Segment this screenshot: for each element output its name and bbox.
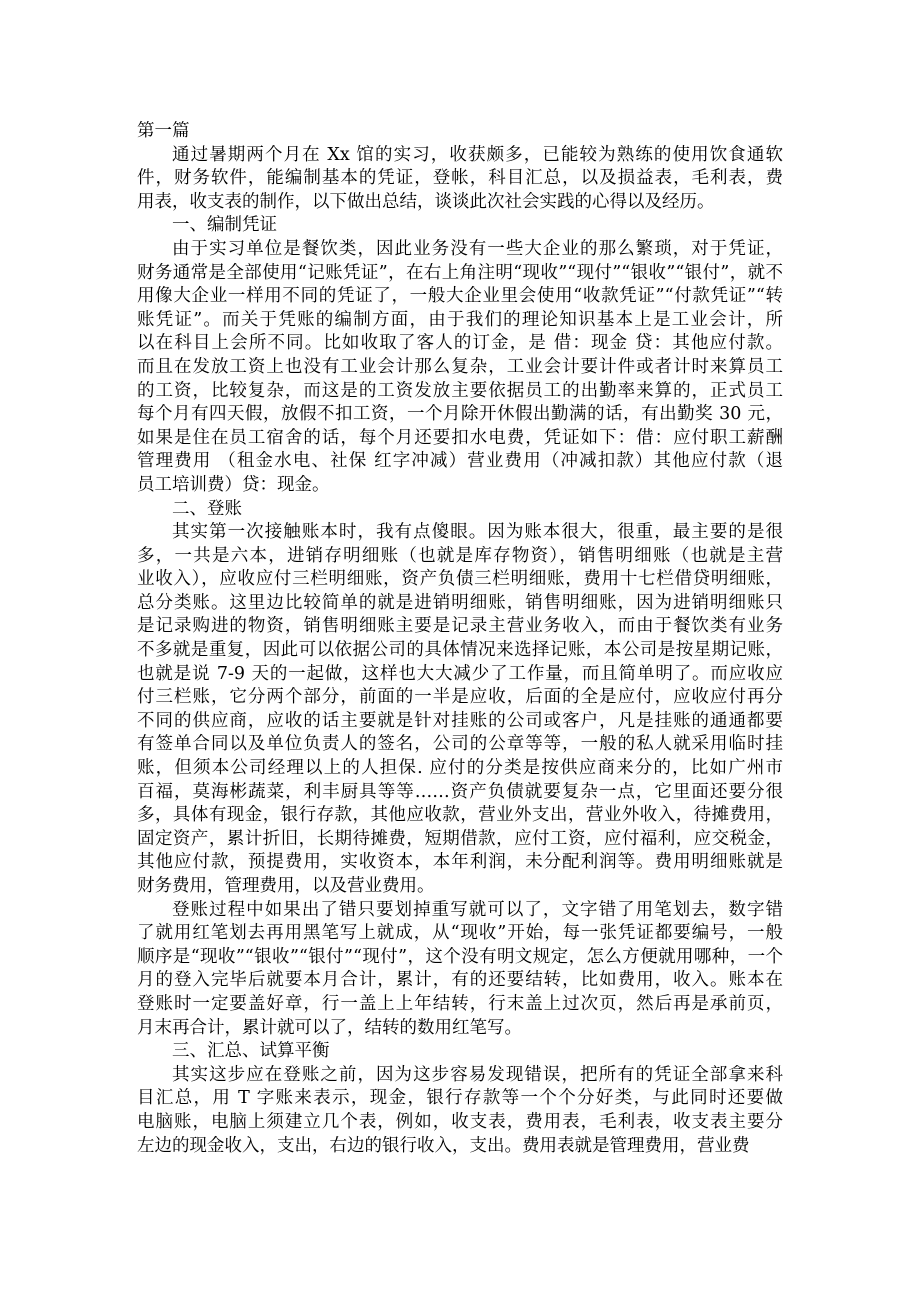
paragraph-line: 其实第一次接触账本时，我有点傻眼。因为账本很大，很重，最主要的是很 bbox=[172, 522, 783, 543]
paragraph-line: 付三栏账，它分两个部分，前面的一半是应收，后面的全是应付，应收应付再分 bbox=[137, 687, 783, 708]
paragraph-line: 登账过程中如果出了错只要划掉重写就可以了，文字错了用笔划去，数字错 bbox=[172, 899, 783, 920]
paragraph-line: 月的登入完毕后就要本月合计，累计，有的还要结转，比如费用，收入。账本在 bbox=[137, 970, 783, 991]
paragraph-line: 财务通常是全部使用“记账凭证”，在右上角注明“现收”“现付”“银收”“银付”，就不 bbox=[137, 262, 783, 283]
paragraph-line: 多，具体有现金，银行存款，其他应收款，营业外支出，营业外收入，待摊费用， bbox=[137, 805, 783, 826]
paragraph-line: 账，但须本公司经理以上的人担保. 应付的分类是按供应商来分的，比如广州市 bbox=[137, 758, 783, 779]
paragraph bbox=[137, 1064, 783, 1158]
paragraph-line: 用像大企业一样用不同的凭证了，一般大企业里会使用“收款凭证”“付款凭证”“转 bbox=[137, 286, 783, 307]
paragraph-line: 了就用红笔划去再用黑笔写上就成，从“现收”开始，每一张凭证都要编号，一般 bbox=[137, 923, 783, 944]
section-intro bbox=[137, 144, 783, 215]
paragraph-line: 月末再合计，累计就可以了，结转的数用红笔写。 bbox=[137, 1017, 522, 1038]
paragraph bbox=[137, 238, 783, 498]
paragraph-line: 账凭证”。而关于凭账的编制方面，由于我们的理论知识基本上是工业会计，所 bbox=[137, 309, 783, 330]
paragraph-line: 通过暑期两个月在 Xx 馆的实习，收获颇多，已能较为熟练的使用饮食通软 bbox=[172, 144, 783, 165]
section-s3 bbox=[137, 1040, 783, 1158]
paragraph-line: 登账时一定要盖好章，行一盖上上年结转，行末盖上过次页，然后再是承前页， bbox=[137, 993, 783, 1014]
paragraph-line: 如果是住在员工宿舍的话，每个月还要扣水电费，凭证如下：借：应付职工薪酬 bbox=[137, 427, 783, 448]
document-body bbox=[137, 144, 783, 1159]
paragraph-line: 左边的现金收入，支出，右边的银行收入，支出。费用表就是管理费用，营业费 bbox=[137, 1135, 750, 1156]
paragraph-line: 财务费用，管理费用，以及营业费用。 bbox=[137, 876, 435, 896]
paragraph-line: 其实这步应在登账之前，因为这步容易发现错误，把所有的凭证全部拿来科 bbox=[172, 1064, 783, 1085]
paragraph-line: 件，财务软件，能编制基本的凭证，登帐，科目汇总，以及损益表，毛利表，费 bbox=[137, 168, 783, 189]
paragraph bbox=[137, 144, 783, 215]
paragraph-line: 电脑账，电脑上须建立几个表，例如，收支表，费用表，毛利表，收支表主要分 bbox=[137, 1111, 783, 1132]
paragraph-line: 的工资，比较复杂，而这是的工资发放主要依据员工的出勤率来算的，正式员工 bbox=[137, 380, 783, 401]
paragraph-line: 不多就是重复，因此可以依据公司的具体情况来选择记账，本公司是按星期记账， bbox=[137, 640, 783, 661]
paragraph-line: 以在科目上会所不同。比如收取了客人的订金，是 借：现金 贷：其他应付款。 bbox=[137, 333, 783, 354]
section-heading: 一、编制凭证 bbox=[172, 215, 277, 236]
paragraph-line: 固定资产，累计折旧，长期待摊费，短期借款，应付工资，应付福利，应交税金， bbox=[137, 828, 783, 849]
paragraph-line: 而且在发放工资上也没有工业会计那么复杂，工业会计要计件或者计时来算员工 bbox=[137, 356, 783, 377]
paragraph-line: 不同的供应商，应收的话主要就是针对挂账的公司或客户，凡是挂账的通通都要 bbox=[137, 710, 783, 731]
paragraph-line: 百福，莫海彬蔬菜，利丰厨具等等……资产负债就要复杂一点，它里面还要分很 bbox=[137, 781, 783, 802]
section-heading: 三、汇总、试算平衡 bbox=[172, 1041, 330, 1062]
paragraph-line: 员工培训费）贷：现金。 bbox=[137, 474, 330, 495]
section-heading: 二、登账 bbox=[172, 498, 242, 519]
paragraph-line: 其他应付款，预提费用，实收资本，本年利润，未分配利润等。费用明细账就是 bbox=[137, 852, 783, 873]
document-page bbox=[137, 120, 783, 1158]
paragraph-line: 多，一共是六本，进销存明细账（也就是库存物资），销售明细账（也就是主营 bbox=[137, 545, 783, 566]
paragraph-line: 管理费用 （租金水电、社保 红字冲减）营业费用（冲减扣款）其他应付款（退 bbox=[137, 451, 783, 472]
paragraph-line: 目汇总，用 T 字账来表示，现金，银行存款等一个个分好类，与此同时还要做 bbox=[137, 1088, 783, 1109]
section-s1 bbox=[137, 214, 783, 497]
paragraph-line: 顺序是“现收”“银收”“银付”“现付”，这个没有明文规定，怎么方便就用哪种，一个 bbox=[137, 946, 783, 967]
paragraph-line: 也就是说 7-9 天的一起做，这样也大大减少了工作量，而且简单明了。而应收应 bbox=[137, 663, 783, 684]
paragraph bbox=[137, 899, 783, 1041]
paragraph-line: 由于实习单位是餐饮类，因此业务没有一些大企业的那么繁琐，对于凭证， bbox=[172, 238, 783, 259]
paragraph-line: 业收入），应收应付三栏明细账，资产负债三栏明细账，费用十七栏借贷明细账， bbox=[137, 569, 783, 590]
section-s2 bbox=[137, 498, 783, 1041]
paragraph-line: 有签单合同以及单位负责人的签名，公司的公章等等，一般的私人就采用临时挂 bbox=[137, 734, 783, 755]
document-title: 第一篇 bbox=[137, 121, 190, 141]
paragraph-line: 总分类账。这里边比较简单的就是进销明细账，销售明细账，因为进销明细账只 bbox=[137, 592, 783, 613]
paragraph-line: 用表，收支表的制作，以下做出总结，谈谈此次社会实践的心得以及经历。 bbox=[137, 191, 715, 212]
paragraph bbox=[137, 521, 783, 899]
paragraph-line: 每个月有四天假，放假不扣工资，一个月除开休假出勤满的话，有出勤奖 30 元， bbox=[137, 404, 783, 425]
paragraph-line: 是记录购进的物资，销售明细账主要是记录主营业务收入，而由于餐饮类有业务 bbox=[137, 616, 783, 637]
